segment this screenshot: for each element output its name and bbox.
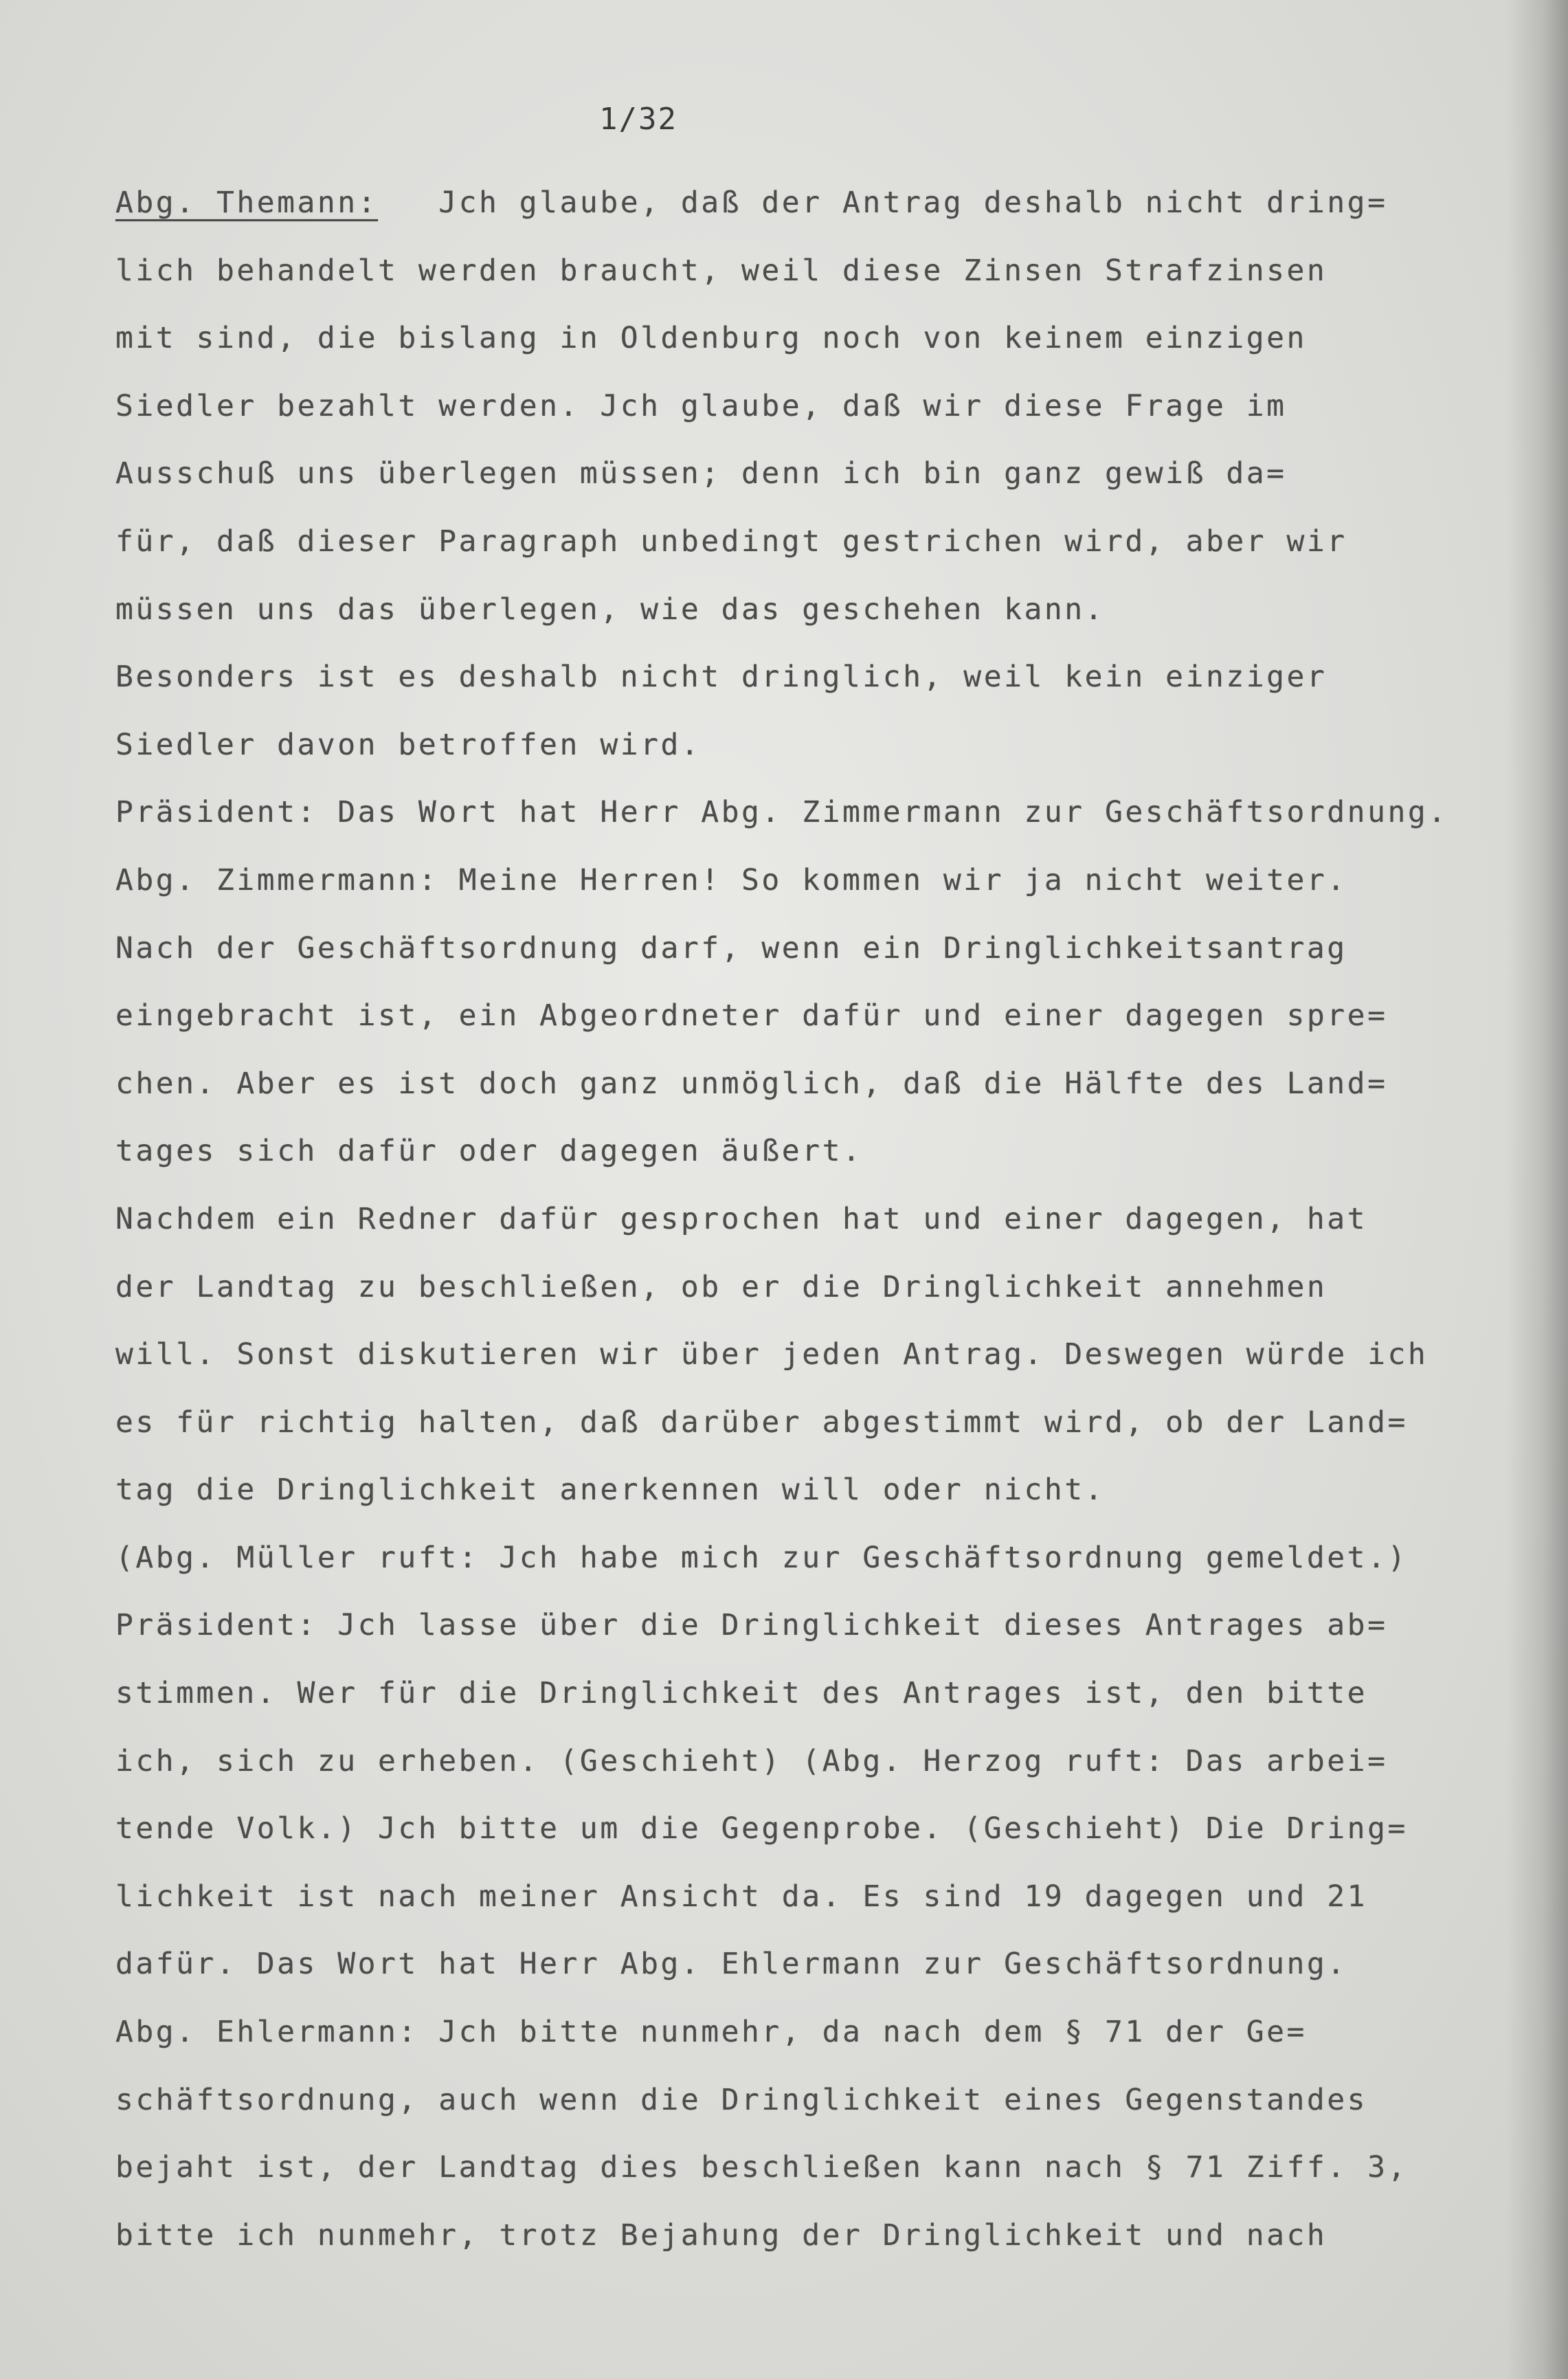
text-line: Nachdem ein Redner dafür gesprochen hat und einer dagegen, hat — [115, 1201, 1368, 1236]
text-line: Siedler bezahlt werden. Jch glaube, daß wir diese Frage im — [115, 388, 1287, 423]
text-line: bejaht ist, der Landtag dies beschließen kann nach § 71 Ziff. 3, — [115, 2150, 1408, 2185]
text-line: es für richtig halten, daß darüber abgestimmt wird, ob der Land= — [115, 1405, 1408, 1440]
speaker-label: Abg. Themann: — [115, 186, 379, 220]
text-line: Präsident: Das Wort hat Herr Abg. Zimmermann zur Geschäftsordnung. — [115, 795, 1448, 830]
text-line: Präsident: Jch lasse über die Dringlichkeit dieses Antrages ab= — [115, 1608, 1388, 1643]
text-line: dafür. Das Wort hat Herr Abg. Ehlermann zur Geschäftsordnung. — [115, 1947, 1347, 1982]
typewritten-text — [115, 169, 1545, 2269]
text-line: Nach der Geschäftsordnung darf, wenn ein Dringlichkeitsantrag — [115, 930, 1347, 965]
text-line: (Abg. Müller ruft: Jch habe mich zur Geschäftsordnung gemeldet.) — [115, 1540, 1408, 1575]
text-line: lich behandelt werden braucht, weil diese Zinsen Strafzinsen — [115, 253, 1328, 288]
text-line: tag die Dringlichkeit anerkennen will oder nicht. — [115, 1473, 1106, 1508]
speaker-text: Jch glaube, daß der Antrag deshalb nicht dring= — [378, 186, 1388, 220]
text-line: will. Sonst diskutieren wir über jeden Antrag. Deswegen würde ich — [115, 1337, 1429, 1372]
text-line: mit sind, die bislang in Oldenburg noch von keinem einzigen — [115, 321, 1307, 356]
text-line: ich, sich zu erheben. (Geschieht) (Abg. Herzog ruft: Das arbei= — [115, 1743, 1388, 1778]
text-line: tages sich dafür oder dagegen äußert. — [115, 1134, 863, 1169]
page-number: 1/32 — [599, 102, 677, 137]
text-line: schäftsordnung, auch wenn die Dringlichkeit eines Gegenstandes — [115, 2082, 1368, 2117]
text-line: bitte ich nunmehr, trotz Bejahung der Dringlichkeit und nach — [115, 2218, 1328, 2253]
text-line: eingebracht ist, ein Abgeordneter dafür und einer dagegen spre= — [115, 998, 1388, 1034]
text-line — [115, 169, 1545, 237]
text-line: stimmen. Wer für die Dringlichkeit des Antrages ist, den bitte — [115, 1676, 1368, 1711]
text-line: chen. Aber es ist doch ganz unmöglich, daß die Hälfte des Land= — [115, 1066, 1388, 1101]
text-line: Abg. Zimmermann: Meine Herren! So kommen wir ja nicht weiter. — [115, 862, 1347, 897]
text-line: Abg. Ehlermann: Jch bitte nunmehr, da nach dem § 71 der Ge= — [115, 2015, 1307, 2050]
text-line: für, daß dieser Paragraph unbedingt gestrichen wird, aber wir — [115, 524, 1347, 559]
text-line: der Landtag zu beschließen, ob er die Dringlichkeit annehmen — [115, 1269, 1328, 1304]
text-line: lichkeit ist nach meiner Ansicht da. Es sind 19 dagegen und 21 — [115, 1879, 1368, 1914]
text-line: tende Volk.) Jch bitte um die Gegenprobe. (Geschieht) Die Dring= — [115, 1811, 1408, 1846]
text-line: Siedler davon betroffen wird. — [115, 727, 702, 762]
text-line: müssen uns das überlegen, wie das geschehen kann. — [115, 592, 1106, 627]
text-line: Ausschuß uns überlegen müssen; denn ich bin ganz gewiß da= — [115, 456, 1287, 491]
text-line: Besonders ist es deshalb nicht dringlich, weil kein einziger — [115, 660, 1328, 695]
